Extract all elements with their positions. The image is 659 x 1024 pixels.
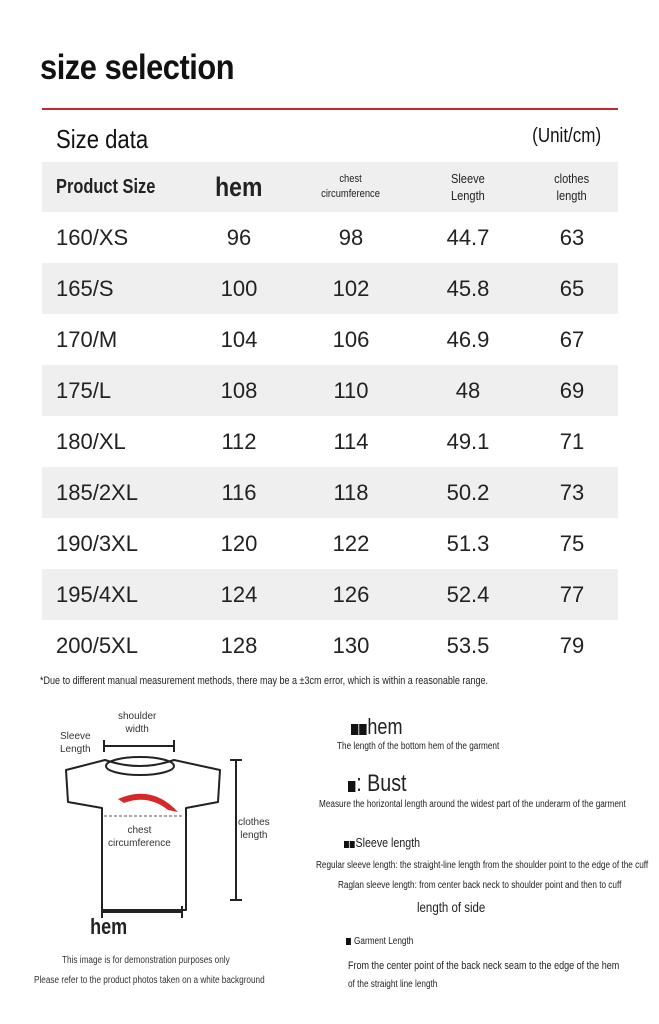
hem-cell: 112 <box>221 428 257 454</box>
size-cell: 160/XS <box>56 224 129 250</box>
raglan-sleeve-text: Raglan sleeve length: from center back neck to shoulder point and then to cuff <box>338 880 622 891</box>
hem-cell: 116 <box>186 467 292 518</box>
sleeve-definition-title: Sleeve length <box>344 835 420 850</box>
chest-cell: 130 <box>332 632 370 658</box>
side-length-title: length of side <box>417 899 486 915</box>
photo-note: Please refer to the product photos taken on a white background <box>34 975 265 986</box>
size-cell: 180/XL <box>56 428 126 454</box>
size-cell: 170/M <box>56 326 118 352</box>
hem-label: hem <box>90 914 128 939</box>
size-table <box>42 162 618 671</box>
length-cell: 77 <box>526 569 618 620</box>
sleeve-cell: 44.7 <box>446 224 490 250</box>
length-cell: 79 <box>559 632 585 658</box>
size-cell: 175/L <box>42 365 186 416</box>
clothes-length-label: clothes length <box>238 817 270 841</box>
hem-cell: 120 <box>220 530 258 556</box>
header-sleeve: Sleeve Length <box>410 162 526 212</box>
length-cell: 75 <box>559 530 585 556</box>
hem-definition-title: hem <box>351 714 402 740</box>
table-title: Size data <box>56 124 149 154</box>
bullet-icon <box>351 724 358 735</box>
hem-cell: 96 <box>226 224 252 250</box>
chest-cell: 98 <box>338 224 364 250</box>
sleeve-cell: 45.8 <box>410 263 526 314</box>
table-row <box>42 212 618 263</box>
sleeve-cell: 48 <box>410 365 526 416</box>
bullet-icon <box>346 938 351 945</box>
length-cell: 67 <box>559 326 585 352</box>
size-cell: 165/S <box>42 263 186 314</box>
bust-definition-title: : Bust <box>348 770 407 798</box>
page-title: size selection <box>40 48 235 87</box>
sleeve-cell: 50.2 <box>410 467 526 518</box>
chest-cell: 102 <box>292 263 410 314</box>
length-cell: 69 <box>526 365 618 416</box>
sleeve-length-label: Sleeve Length <box>60 731 91 755</box>
table-row <box>42 620 618 671</box>
length-cell: 65 <box>526 263 618 314</box>
sleeve-cell: 46.9 <box>446 326 490 352</box>
chest-cell: 118 <box>292 467 410 518</box>
header-chest: chest circumference <box>292 162 410 212</box>
shoulder-width-label: shoulder width <box>118 711 157 735</box>
chest-circumference-label: chest circumference <box>108 825 171 849</box>
sleeve-cell: 52.4 <box>410 569 526 620</box>
length-cell: 63 <box>559 224 585 250</box>
size-cell: 195/4XL <box>42 569 186 620</box>
size-cell: 185/2XL <box>42 467 186 518</box>
bullet-icon <box>344 841 349 848</box>
measurement-note: *Due to different manual measurement methods, there may be a ±3cm error, which is within a reasonable range. <box>40 675 489 687</box>
chest-cell: 114 <box>333 428 369 454</box>
size-cell: 190/3XL <box>56 530 138 556</box>
table-header-row <box>42 162 618 212</box>
regular-sleeve-text: Regular sleeve length: the straight-line length from the shoulder point to the edge of the cuff <box>316 860 649 871</box>
bullet-icon <box>348 781 355 792</box>
table-row <box>42 263 618 314</box>
size-cell: 200/5XL <box>56 632 138 658</box>
sleeve-cell: 49.1 <box>446 428 490 454</box>
bullet-icon <box>359 724 366 735</box>
hem-definition-text: The length of the bottom hem of the garment <box>337 741 500 752</box>
hem-cell: 100 <box>186 263 292 314</box>
table-row <box>42 314 618 365</box>
header-product-size: Product Size <box>42 162 186 212</box>
length-cell: 73 <box>526 467 618 518</box>
garment-length-title: Garment Length <box>346 936 413 947</box>
chest-cell: 110 <box>292 365 410 416</box>
table-row <box>42 416 618 467</box>
bust-definition-text: Measure the horizontal length around the widest part of the underarm of the garment <box>319 799 626 810</box>
hem-cell: 108 <box>186 365 292 416</box>
garment-length-text-2: of the straight line length <box>348 979 438 990</box>
unit-label: (Unit/cm) <box>532 125 601 147</box>
bullet-icon <box>350 841 355 848</box>
chest-cell: 122 <box>332 530 370 556</box>
chest-cell: 126 <box>292 569 410 620</box>
demo-note: This image is for demonstration purposes only <box>62 955 230 966</box>
length-cell: 71 <box>559 428 585 454</box>
table-row <box>42 467 618 518</box>
title-divider <box>42 108 618 110</box>
table-row <box>42 365 618 416</box>
shoulder-arrow <box>104 740 174 752</box>
sleeve-cell: 53.5 <box>446 632 490 658</box>
header-clothes: clothes length <box>526 162 618 212</box>
sleeve-cell: 51.3 <box>446 530 490 556</box>
chest-cell: 106 <box>332 326 370 352</box>
table-row <box>42 518 618 569</box>
garment-length-text-1: From the center point of the back neck seam to the edge of the hem <box>348 960 620 972</box>
hem-cell: 124 <box>186 569 292 620</box>
hem-cell: 104 <box>220 326 258 352</box>
header-hem: hem <box>186 162 292 212</box>
hem-cell: 128 <box>220 632 258 658</box>
table-row <box>42 569 618 620</box>
